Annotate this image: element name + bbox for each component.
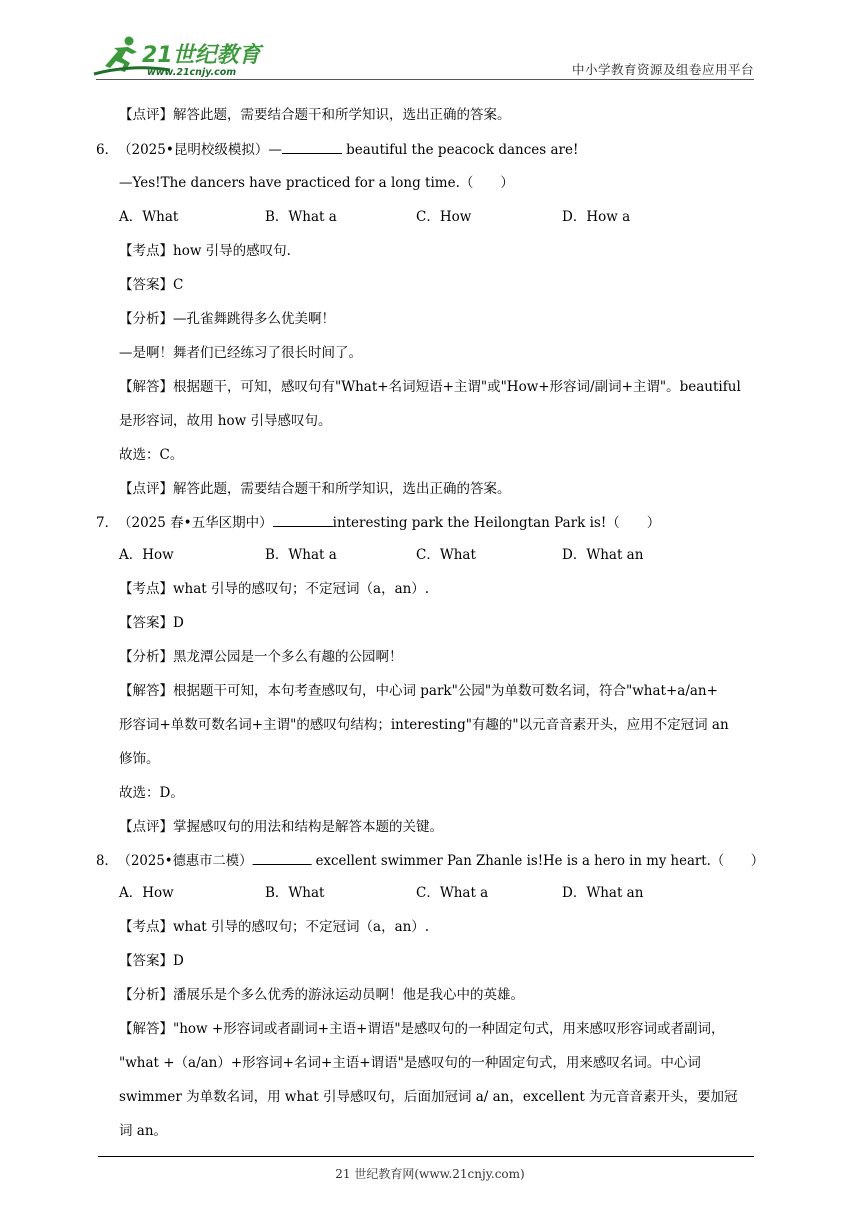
option-a: A．How (119, 885, 174, 901)
answer-blank (252, 851, 311, 865)
logo-url: www.21cnjy.com (147, 67, 237, 78)
question-6-stem-2: —Yes!The dancers have practiced for a long time.（ ） (119, 175, 514, 191)
question-text: excellent swimmer Pan Zhanle is!He is a hero in my heart.（ ） (311, 853, 764, 869)
comment: 【点评】解答此题，需要结合题干和所学知识，选出正确的答案。 (119, 481, 511, 497)
question-source: （2025 春•五华区期中） (118, 515, 273, 531)
page-header (0, 0, 860, 84)
site-logo[interactable] (92, 34, 267, 80)
question-number: 6． (96, 142, 119, 158)
answer: 【答案】D (119, 615, 184, 631)
footer-divider (98, 1156, 754, 1157)
knowledge-point: 【考点】what 引导的感叹句；不定冠词（a，an）. (119, 581, 430, 597)
question-8-stem (96, 851, 764, 870)
comment: 【点评】掌握感叹句的用法和结构是解答本题的关键。 (119, 819, 443, 835)
solution-4: 词 an。 (119, 1123, 168, 1139)
footer-link[interactable]: 21 世纪教育网(www.21cnjy.com) (335, 1167, 525, 1181)
question-number: 8． (96, 853, 118, 869)
option-b: B．What a (265, 209, 337, 225)
question-text: interesting park the Heilongtan Park is!（ ） (332, 515, 661, 531)
solution-3: 修饰。 (119, 751, 160, 767)
solution-2: 形容词+单数可数名词+主谓"的感叹句结构；interesting"有趣的"以元音音素开头，应用不定冠词 an (119, 717, 729, 733)
analysis: 【分析】—孔雀舞跳得多么优美啊！ (119, 311, 335, 327)
logo-wordmark: 21世纪教育 (142, 43, 261, 68)
analysis: 【分析】潘展乐是个多么优秀的游泳运动员啊！他是我心中的英雄。 (119, 987, 524, 1003)
option-d: D．How a (562, 209, 631, 225)
option-b: B．What a (265, 547, 337, 563)
solution: 【解答】根据题干，可知，感叹句有"What+名词短语+主谓"或"How+形容词/副词+主谓"。beautiful (119, 379, 741, 395)
option-a: A．How (119, 547, 174, 563)
logo-graphic (92, 34, 267, 80)
solution-3: swimmer 为单数名词，用 what 引导感叹句，后面加冠词 a/ an，excellent 为元音音素开头，要加冠 (119, 1089, 738, 1105)
question-7-stem (96, 513, 660, 532)
option-c: C．What (416, 547, 476, 563)
option-c: C．What a (416, 885, 489, 901)
question-text: beautiful the peacock dances are! (341, 142, 579, 158)
solution-2: "what +（a/an）+形容词+名词+主语+谓语"是感叹句的一种固定句式，用来感叹名词。中心词 (119, 1055, 701, 1071)
question-6-stem (96, 140, 578, 159)
choice: 故选：D。 (119, 785, 184, 801)
solution-2: 是形容词，故用 how 引导感叹句。 (119, 413, 332, 429)
answer-blank (282, 140, 342, 154)
solution: 【解答】"how +形容词或者副词+主语+谓语"是感叹句的一种固定句式，用来感叹形容词或者副词， (119, 1021, 725, 1037)
platform-name: 中小学教育资源及组卷应用平台 (571, 62, 754, 77)
option-b: B．What (265, 885, 325, 901)
choice: 故选：C。 (119, 447, 184, 463)
option-d: D．What an (562, 885, 644, 901)
option-a: A．What (119, 209, 179, 225)
answer: 【答案】C (119, 277, 184, 293)
prev-comment: 【点评】解答此题，需要结合题干和所学知识，选出正确的答案。 (119, 107, 511, 123)
analysis: 【分析】黑龙潭公园是一个多么有趣的公园啊！ (119, 649, 403, 665)
question-source: （2025•德惠市二模） (117, 853, 253, 869)
question-source: （2025•昆明校级模拟）— (118, 142, 282, 158)
question-number: 7． (96, 515, 119, 531)
option-c: C．How (416, 209, 472, 225)
header-divider (96, 79, 754, 80)
answer: 【答案】D (119, 953, 184, 969)
knowledge-point: 【考点】what 引导的感叹句；不定冠词（a，an）. (119, 919, 430, 935)
solution: 【解答】根据题干可知，本句考查感叹句，中心词 park"公园"为单数可数名词，符合"what+a/an+ (119, 683, 718, 699)
answer-blank (273, 513, 333, 527)
knowledge-point: 【考点】how 引导的感叹句. (119, 243, 291, 259)
option-d: D．What an (562, 547, 644, 563)
analysis-2: —是啊！舞者们已经练习了很长时间了。 (119, 345, 362, 361)
